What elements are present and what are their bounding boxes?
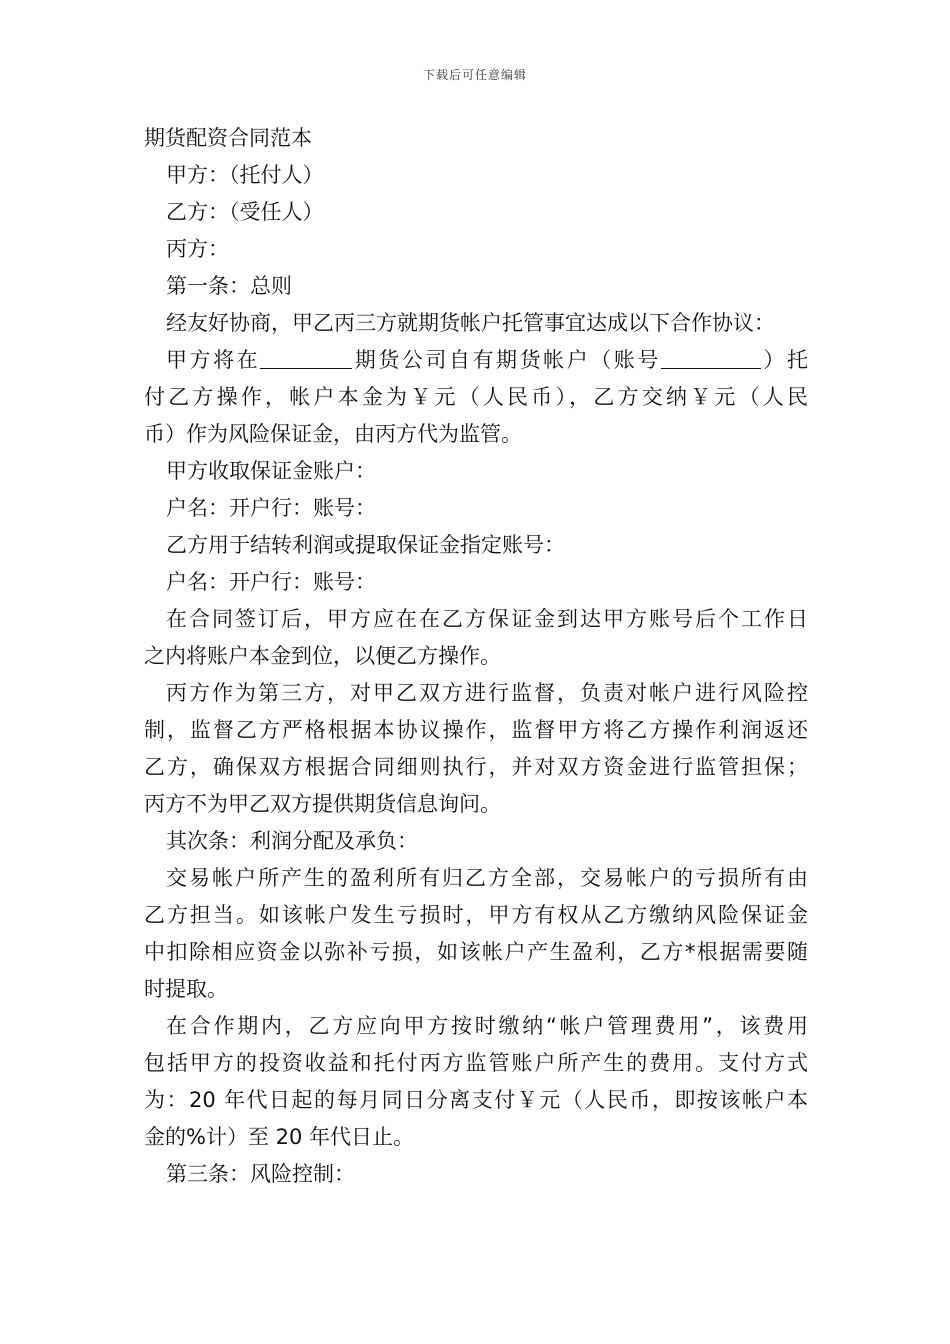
party-c-line: 丙方： [166,237,229,261]
party-a-line: 甲方：（托付人） [166,163,324,187]
account-number-blank [661,346,761,369]
account-line-1-part-a: 甲方将在 [166,348,261,372]
profit-paragraph [144,860,808,1008]
account-line-1-part-c: ）托 [760,348,809,372]
signing-line-1: 在合同签订后，甲方应在在乙方保证金到达甲方账号后个工作日 [166,607,808,631]
party-c-line-2: 制，监督乙方严格根据本协议操作，监督甲方将乙方操作利润返还 [144,718,808,742]
article-1-heading: 第一条：总则 [166,274,292,298]
article-2-heading: 其次条：利润分配及承负： [166,829,418,853]
profit-line-2: 乙方担当。如该帐户发生亏损时，甲方有权从乙方缴纳风险保证金 [144,903,808,927]
party-c-line-3: 乙方，确保双方根据合同细则执行，并对双方资金进行监管担保； [144,755,808,779]
document-title: 期货配资合同范本 [144,126,312,150]
margin-account-label: 甲方收取保证金账户： [166,459,376,483]
fee-line-2: 包括甲方的投资收益和托付丙方监管账户所产生的费用。支付方式 [144,1051,808,1075]
settlement-account-label: 乙方用于结转利润或提取保证金指定账号： [166,533,565,557]
company-blank [260,346,352,369]
profit-line-4: 时提取。 [144,977,228,1001]
party-b-line: 乙方：（受任人） [166,200,324,224]
signing-line-2: 之内将账户本金到位，以便乙方操作。 [144,644,501,668]
party-c-paragraph [144,675,808,823]
fee-paragraph [144,1008,808,1156]
signing-paragraph [144,601,808,675]
party-c-line-1: 丙方作为第三方，对甲乙双方进行监督，负责对帐户进行风险控 [166,681,808,705]
document-body [144,120,808,1193]
profit-line-3: 中扣除相应资金以弥补亏损，如该帐户产生盈利，乙方*根据需要随 [144,940,808,964]
account-line-1-part-b: 期货公司自有期货帐户（账号 [352,348,661,372]
fee-line-4: 金的%计）至 20 年代日止。 [144,1125,415,1149]
account-line-2: 付乙方操作，帐户本金为￥元（人民币），乙方交纳￥元（人民 [144,385,808,409]
article-3-heading: 第三条：风险控制： [166,1162,355,1186]
agreement-paragraph: 经友好协商，甲乙丙三方就期货帐户托管事宜达成以下合作协议： [166,311,775,335]
party-c-line-4: 丙方不为甲乙双方提供期货信息询问。 [144,792,501,816]
header-note: 下载后可任意编辑 [422,68,527,82]
account-paragraph [144,342,808,453]
account-line-3: 币）作为风险保证金，由丙方代为监管。 [144,422,522,446]
profit-line-1: 交易帐户所产生的盈利所有归乙方全部，交易帐户的亏损所有由 [166,866,808,890]
settlement-account-fields: 户名：开户行：账号： [166,570,376,594]
account-line-1 [144,342,808,379]
margin-account-fields: 户名：开户行：账号： [166,496,376,520]
fee-line-1: 在合作期内，乙方应向甲方按时缴纳“帐户管理费用”，该费用 [166,1014,808,1038]
fee-line-3: 为：20 年代日起的每月同日分离支付￥元（人民币，即按该帐户本 [144,1088,808,1112]
